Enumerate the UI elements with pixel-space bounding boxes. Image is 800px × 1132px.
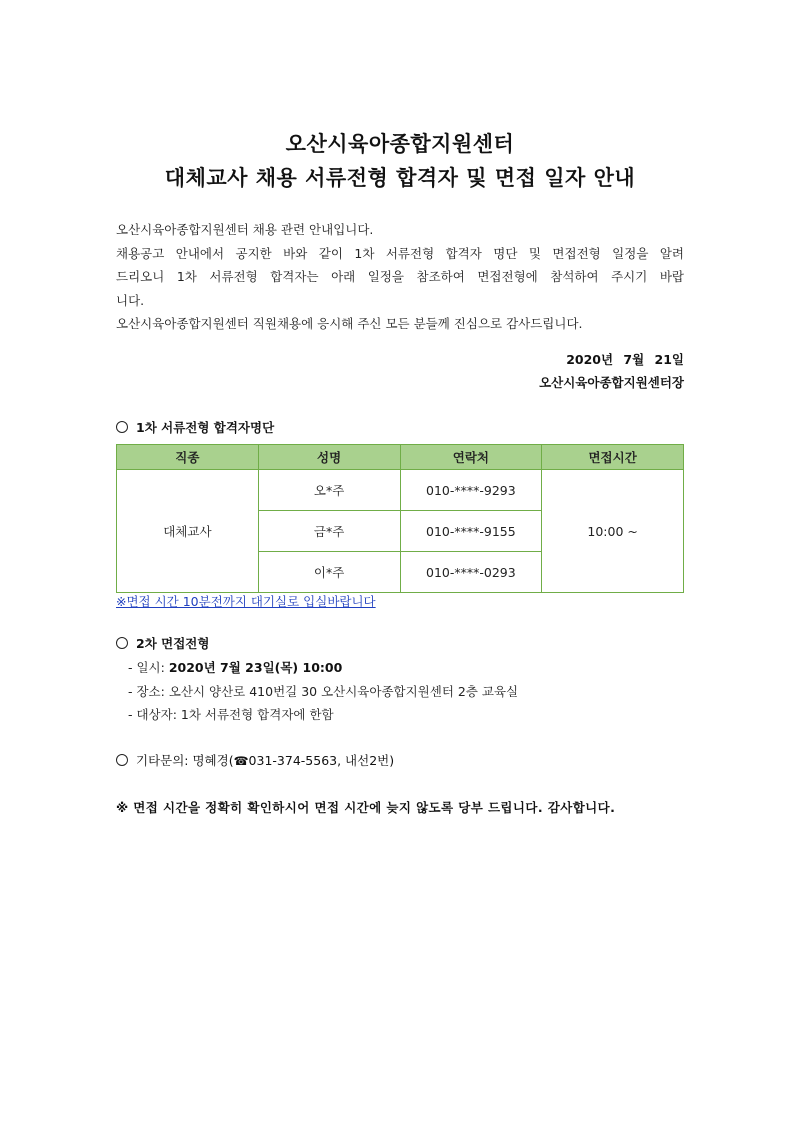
section-heading-text: 1차 서류전형 합격자명단	[136, 420, 275, 435]
col-header-time: 면접시간	[542, 445, 684, 470]
contact-info	[116, 751, 394, 769]
contact-phone: 031-374-5563, 내선2번)	[248, 753, 395, 768]
intro-line: 오산시육아종합지원센터 직원채용에 응시해 주신 모든 분들께 진심으로 감사드립니다.	[116, 316, 583, 331]
notice-date: 2020년 7월 21일	[566, 352, 684, 367]
cell-phone: 010-****-9155	[400, 511, 542, 552]
cell-job: 대체교사	[117, 470, 259, 593]
intro-line: 니다.	[116, 292, 145, 308]
detail-date-value: 2020년 7월 23일(목) 10:00	[168, 660, 343, 675]
date-signature	[539, 348, 684, 394]
table-row	[117, 470, 684, 511]
detail-place: - 장소: 오산시 양산로 410번길 30 오산시육아종합지원센터 2층 교육실	[128, 683, 519, 699]
cell-phone: 010-****-0293	[400, 552, 542, 593]
page-subtitle: 대체교사 채용 서류전형 합격자 및 면접 일자 안내	[164, 166, 636, 190]
detail-target: - 대상자: 1차 서류전형 합격자에 한함	[128, 707, 334, 722]
cell-name: 이*주	[258, 552, 400, 593]
intro-line: 채용공고 안내에서 공지한 바와 같이 1차 서류전형 합격자 명단 및 면접전형 일정을 알려	[116, 245, 684, 261]
circle-bullet-icon	[116, 754, 128, 766]
detail-date-label: - 일시:	[128, 660, 169, 675]
col-header-job: 직종	[117, 445, 259, 470]
circle-bullet-icon	[116, 421, 128, 433]
closing-notice: ※ 면접 시간을 정확히 확인하시어 면접 시간에 늦지 않도록 당부 드립니다. 감사합니다.	[116, 800, 616, 815]
section-heading-text: 2차 면접전형	[136, 636, 210, 651]
telephone-icon: ☎	[233, 754, 249, 768]
col-header-name: 성명	[258, 445, 400, 470]
cell-time: 10:00 ~	[542, 470, 684, 593]
cell-name: 금*주	[258, 511, 400, 552]
section-heading-first-round	[116, 418, 274, 436]
col-header-phone: 연락처	[400, 445, 542, 470]
table-header-row	[117, 445, 684, 470]
page-title: 오산시육아종합지원센터	[285, 132, 515, 156]
contact-label: 기타문의: 명혜경(	[136, 753, 234, 768]
interview-details	[128, 656, 518, 727]
intro-line: 드리오니 1차 서류전형 합격자는 아래 일정을 참조하여 면접전형에 참석하여 주시기 바랍	[116, 269, 684, 284]
intro-line: 오산시육아종합지원센터 채용 관련 안내입니다.	[116, 222, 374, 237]
intro-paragraph	[116, 218, 684, 336]
passers-table	[116, 444, 684, 593]
circle-bullet-icon	[116, 637, 128, 649]
interview-note: ※면접 시간 10분전까지 대기실로 입실바랍니다	[116, 594, 376, 609]
detail-date	[128, 656, 518, 680]
cell-name: 오*주	[258, 470, 400, 511]
signer: 오산시육아종합지원센터장	[539, 375, 684, 390]
cell-phone: 010-****-9293	[400, 470, 542, 511]
section-heading-second-round	[116, 634, 209, 652]
